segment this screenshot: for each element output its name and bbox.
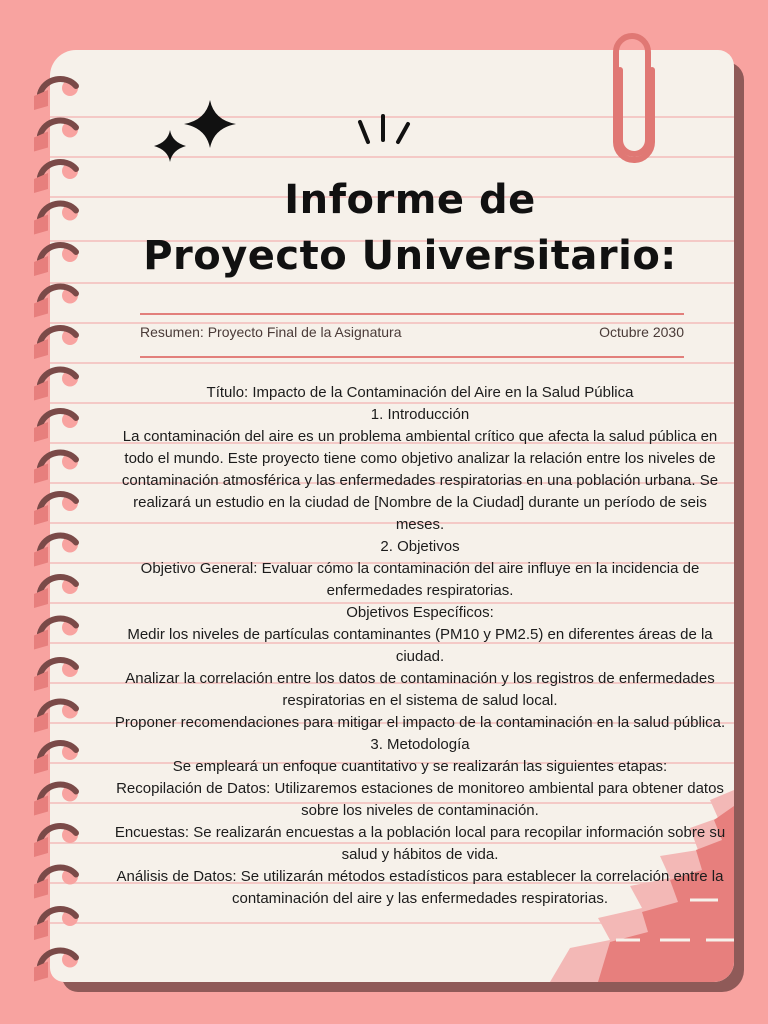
paragraph-objective-3: Proponer recomendaciones para mitigar el impacto de la contaminación en la salud pública. (114, 714, 726, 731)
heading-introduction: 1. Introducción (370, 406, 470, 423)
binding-tab (34, 132, 48, 152)
binding-tab (34, 90, 48, 110)
binding-tab (34, 256, 48, 276)
divider-top (140, 313, 684, 315)
report-body (108, 382, 732, 910)
binding-tab (34, 422, 48, 442)
emphasis-lines-icon (350, 112, 420, 152)
paragraph-surveys: Encuestas: Se realizarán encuestas a la población local para recopilar información sobre su salud y hábitos de vida. (114, 824, 726, 863)
binding-tab (34, 339, 48, 359)
title-line-2: Proyecto Universitario: (143, 233, 677, 279)
heading-specific-objectives: Objetivos Específicos: (346, 604, 494, 621)
binding-tab (34, 962, 48, 982)
summary-row (140, 324, 684, 340)
paragraph-data-analysis: Análisis de Datos: Se utilizarán métodos estadísticos para establecer la correlación entre la contaminación del aire y las enfermedades respiratorias. (116, 868, 724, 907)
page-title (110, 172, 710, 284)
binding-tab (34, 630, 48, 650)
paragraph-general-objective: Objetivo General: Evaluar cómo la contaminación del aire influye en la incidencia de enfermedades respiratorias. (140, 560, 700, 599)
binding-tab (34, 173, 48, 193)
binding-tab (34, 464, 48, 484)
binding-tab (34, 671, 48, 691)
title-line-1: Informe de (284, 177, 536, 223)
binding-tab (34, 215, 48, 235)
paragraph-introduction: La contaminación del aire es un problema ambiental crítico que afecta la salud pública en todo el mundo. Este proyecto tiene como objetivo analizar la relación entre los niveles de contaminación atmosférica y las enfermedades respiratorias en una población urbana. Se realizará un estudio en la ciudad de [Nombre de la Ciudad] durante un período de seis meses. (121, 428, 719, 533)
binding-tab (34, 381, 48, 401)
sparkle-icon (148, 98, 248, 178)
paragraph-data-collection: Recopilación de Datos: Utilizaremos estaciones de monitoreo ambiental para obtener datos sobre los niveles de contaminación. (116, 780, 724, 819)
date-text: Octubre 2030 (599, 324, 684, 340)
paragraph-title: Título: Impacto de la Contaminación del Aire en la Salud Pública (206, 384, 634, 401)
spiral-binding (0, 0, 100, 1024)
paragraph-objective-2: Analizar la correlación entre los datos de contaminación y los registros de enfermedades respiratorias en el sistema de salud local. (125, 670, 715, 709)
binding-tab (34, 505, 48, 525)
binding-tab (34, 713, 48, 733)
heading-methodology: 3. Metodología (370, 736, 470, 753)
binding-tab (34, 588, 48, 608)
heading-objectives: 2. Objetivos (380, 538, 460, 555)
paragraph-methodology-intro: Se empleará un enfoque cuantitativo y se realizarán las siguientes etapas: (172, 758, 668, 775)
binding-tab (34, 879, 48, 899)
binding-tab (34, 796, 48, 816)
binding-tab (34, 298, 48, 318)
binding-tab (34, 920, 48, 940)
binding-tab (34, 837, 48, 857)
binding-tab (34, 754, 48, 774)
paperclip-icon (600, 30, 670, 170)
paragraph-objective-1: Medir los niveles de partículas contaminantes (PM10 y PM2.5) en diferentes áreas de la ciudad. (127, 626, 713, 665)
summary-text: Resumen: Proyecto Final de la Asignatura (140, 324, 402, 340)
divider-bottom (140, 356, 684, 358)
binding-tab (34, 547, 48, 567)
